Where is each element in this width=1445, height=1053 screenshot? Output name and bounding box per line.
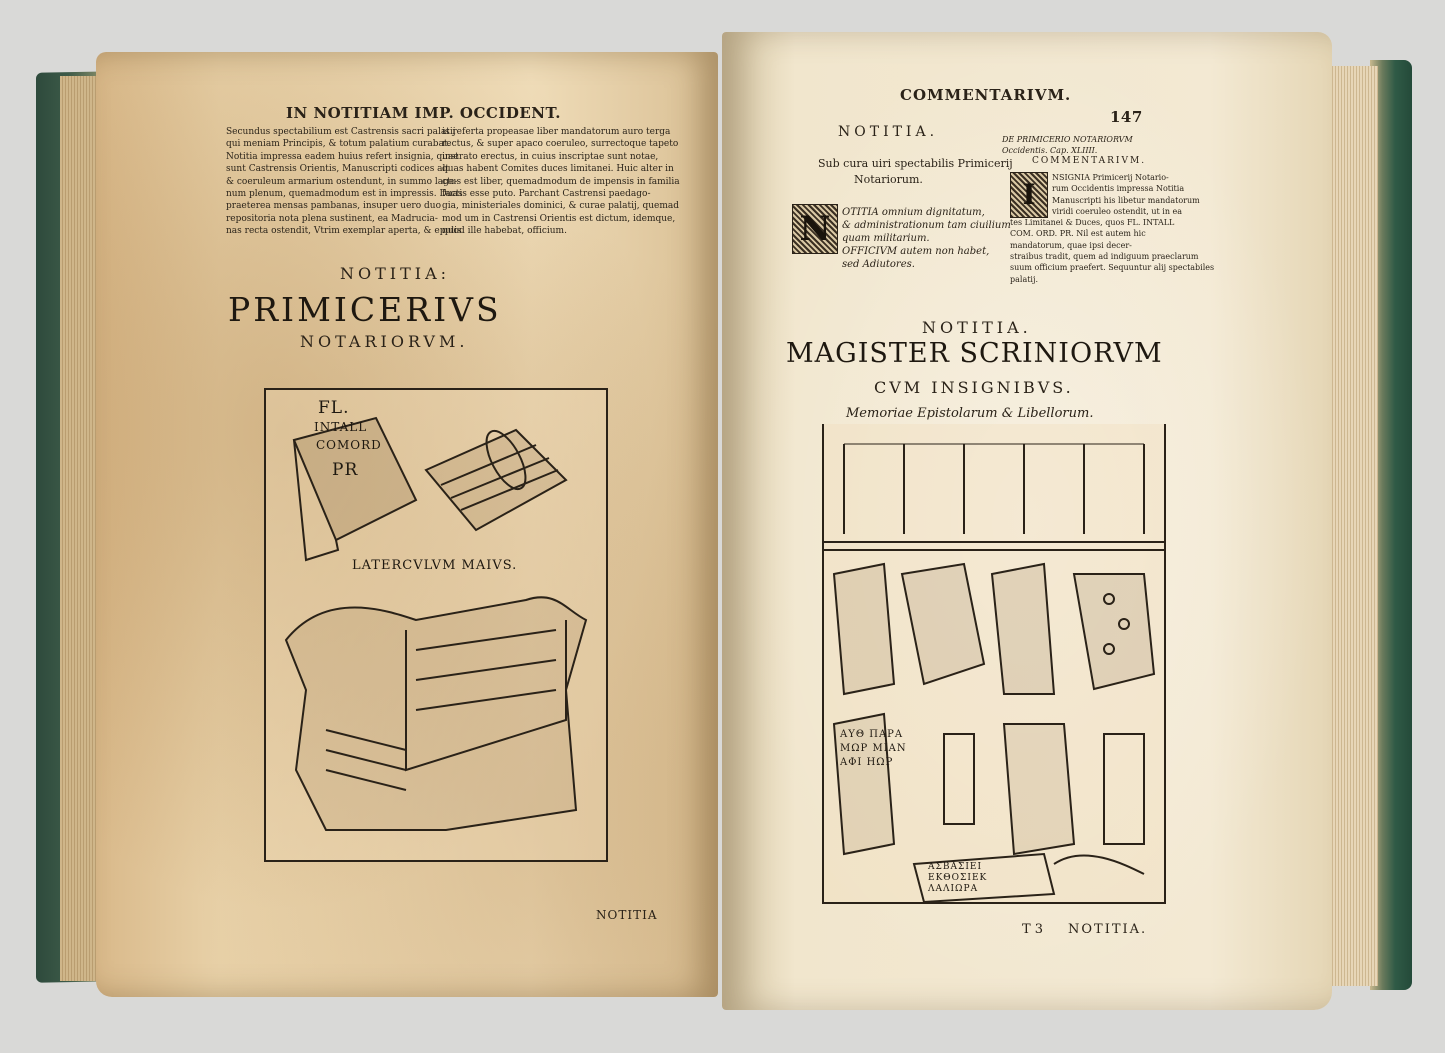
signature-mark: T 3 (1022, 922, 1044, 937)
scroll-glyphs: ΑΣΒΑΣΙΕΙ ΕΚΘΟΣΙΕΚ ΛΑΛΙΩΡΑ (928, 862, 988, 894)
left-woodcut-drawing (266, 390, 606, 860)
left-heading-small: NOTITIA: (340, 264, 451, 283)
notitia-text: OTITIA omnium dignitatum, & administrationum tam ciuilium quam militarium. OFFICIVM autem non habet, sed Adiutores. (842, 207, 1011, 270)
woodcut-book-label-3: COMORD (316, 438, 382, 452)
right-woodcut-drawing (824, 424, 1164, 902)
right-heading-italic: Memoriae Epistolarum & Libellorum. (846, 406, 1094, 421)
left-body-column-2: is referta propeasae liber mandatorum auro terga rectus, & super apaco coeruleo, surrectoque tapeto instrato erectus, in cuius inscriptae sunt notae, quas habent Comites duces limitanei. Huic alter in ctus est liber, quemadmodum de impensis in familia factis esse puto. Parchant Castrensi paedago- gia, ministeriales dominici, & curae palatij, quemad mod um in Castrensi Orientis est dictum, idemque, quod ille habebat, officium. (442, 127, 680, 237)
right-heading-sub: CVM INSIGNIBVS. (874, 378, 1074, 397)
comment-text: NSIGNIA Primicerij Notario- rum Occidentis impressa Notitia Manuscripti his libetur mandatorum viridi coeruleo ostendit, ut in ea tes Limitanei & Duces, quos FL. INTALL COM. ORD. PR. Nil est autem hic mandatorum, quae ipsi decer- straibus tradit, quem ad indiguum praeclarum suum officium praefert. Sequuntur alij spectabiles palatij. (1010, 173, 1215, 284)
woodcut-book-label-2: INTALL (314, 420, 368, 434)
left-body-column-1: Secundus spectabilium est Castrensis sacri palatij qui meniam Principis, & totum palatium curabat. Notitia impressa eadem huius refert insignia, quae sunt Castrensis Orientis, Manuscripti codices alt & coeruleum armarium ostendunt, in summo lage- num plenum, quemadmodum est in impressis. Duas praeterea mensas pambanas, insuper uero duo repositoria nota plena sustinent, ea Madrucia- nas recta ostendit, Vtrim exemplar aperta, & epulis (226, 127, 463, 237)
left-running-head: IN NOTITIAM IMP. OCCIDENT. (286, 104, 561, 122)
open-book-glyphs: ΑΥΘ ΠΑΡΑ ΜΩΡ ΜΙΑΝ ΑΦΙ ΗΩΡ (840, 729, 907, 768)
dropcap-i: I (1010, 172, 1048, 218)
sub-cura-text: Sub cura uiri spectabilis Primicerij Notariorum. (818, 157, 1013, 186)
woodcut-caption: LATERCVLVM MAIVS. (352, 558, 518, 573)
page-number: 147 (1110, 108, 1143, 126)
dropcap-n: N (792, 204, 838, 254)
right-woodcut-illustration (822, 424, 1166, 904)
woodcut-book-label-1: FL. (318, 398, 350, 418)
left-heading-sub: NOTARIORVM. (300, 332, 469, 351)
woodcut-book-label-4: PR (332, 460, 359, 480)
left-catchword: NOTITIA (596, 908, 658, 922)
de-primicerio-heading: DE PRIMICERIO NOTARIORVM Occidentis. Cap. XLIIII. (1002, 135, 1133, 155)
left-page (96, 52, 718, 997)
right-heading-big: MAGISTER SCRINIORVM (786, 338, 1163, 369)
left-heading-big: PRIMICERIVS (228, 290, 502, 329)
left-woodcut-illustration (264, 388, 608, 862)
right-heading-small: NOTITIA. (922, 318, 1032, 337)
commentarium-head: COMMENTARIVM. (1032, 156, 1147, 166)
right-page (722, 32, 1332, 1010)
right-running-head: COMMENTARIVM. (900, 86, 1072, 104)
right-catchword: NOTITIA. (1068, 922, 1148, 937)
notitia-head: NOTITIA. (838, 124, 939, 140)
